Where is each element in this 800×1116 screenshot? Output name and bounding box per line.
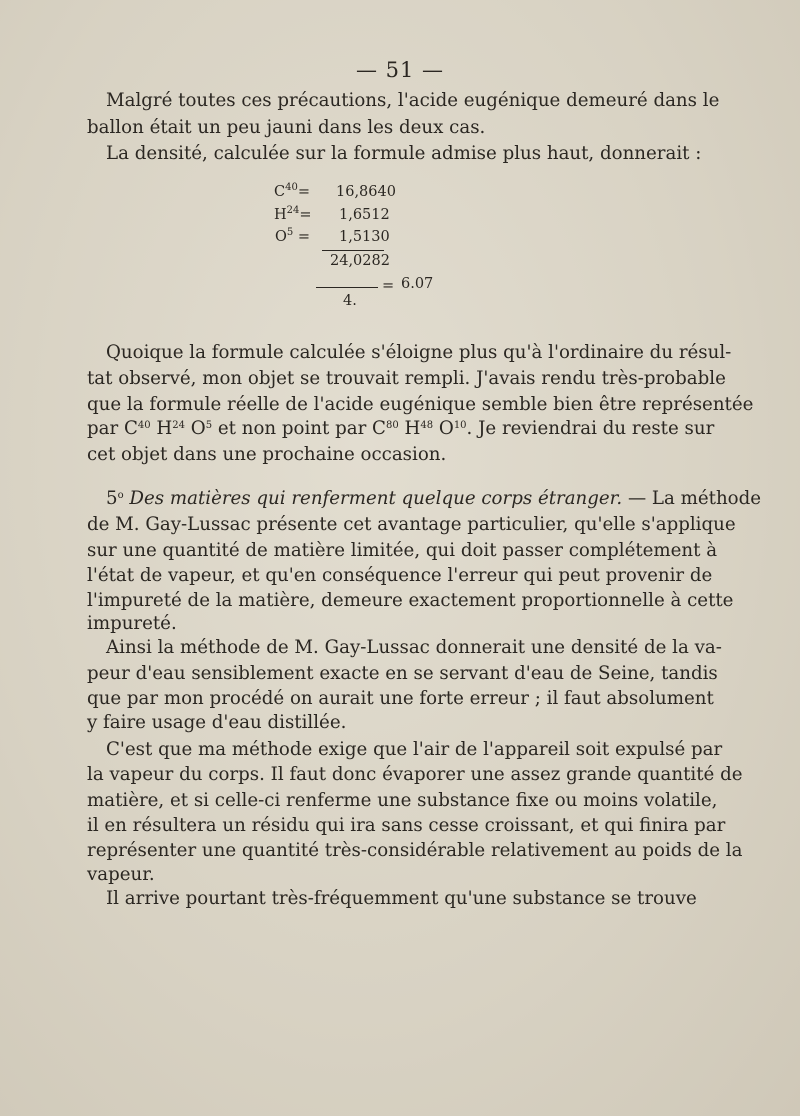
- formula-row-oxygen: $O^5$ =: [275, 227, 311, 245]
- text-line: que par mon procédé on aurait une forte erreur ; il faut absolument: [87, 688, 714, 709]
- formula-row-hydrogen: $H^{24}=$: [274, 205, 312, 223]
- text-line: l'état de vapeur, et qu'en conséquence l'erreur qui peut provenir de: [87, 565, 713, 586]
- text-line: il en résultera un résidu qui ira sans cesse croissant, et qui finira par: [87, 815, 726, 836]
- page-number: — 51 —: [355, 58, 445, 82]
- fraction-bar: [316, 287, 378, 288]
- text-line: que la formule réelle de l'acide eugénique semble bien être représentée: [87, 394, 754, 415]
- text-line: matière, et si celle-ci renferme une substance fixe ou moins volatile,: [87, 790, 718, 811]
- section-heading-line: 5$^o$ Des matières qui renferment quelque corps étranger. — La méthode: [106, 488, 762, 509]
- text-line: la vapeur du corps. Il faut donc évaporer une assez grande quantité de: [87, 764, 743, 785]
- formula-row-carbon: $C^{40}=$: [274, 182, 310, 200]
- text-line-formula: par $C^{40}$ $H^{24}$ $O^5$ et non point par $C^{80}$ $H^{48}$ $O^{10}$. Je reviendrai du reste sur: [87, 418, 715, 439]
- text-line: La densité, calculée sur la formule admise plus haut, donnerait :: [106, 143, 702, 164]
- formula-result: 6.07: [401, 276, 434, 292]
- text-line: Il arrive pourtant très-fréquemment qu'une substance se trouve: [106, 888, 697, 909]
- text-line: représenter une quantité très-considérable relativement au poids de la: [87, 840, 743, 861]
- result-equals: =: [382, 278, 395, 294]
- formula-value: 1,6512: [339, 207, 390, 223]
- text-line: peur d'eau sensiblement exacte en se servant d'eau de Seine, tandis: [87, 663, 718, 684]
- formula-value: 1,5130: [339, 229, 390, 245]
- text-line: l'impureté de la matière, demeure exactement proportionnelle à cette: [87, 590, 734, 611]
- text-line: y faire usage d'eau distillée.: [87, 712, 347, 733]
- text-line: ballon était un peu jauni dans les deux cas.: [87, 117, 486, 138]
- text-line: Malgré toutes ces précautions, l'acide eugénique demeuré dans le: [106, 90, 720, 111]
- text-line: C'est que ma méthode exige que l'air de l'appareil soit expulsé par: [106, 739, 723, 760]
- text-line: Ainsi la méthode de M. Gay-Lussac donnerait une densité de la va-: [106, 637, 722, 658]
- formula-sum: 24,0282: [330, 253, 390, 269]
- text-line: sur une quantité de matière limitée, qui doit passer complétement à: [87, 540, 718, 561]
- text-line: impureté.: [87, 613, 177, 634]
- text-line: de M. Gay-Lussac présente cet avantage particulier, qu'elle s'applique: [87, 514, 736, 535]
- formula-value: 16,8640: [336, 184, 396, 200]
- text-line: vapeur.: [87, 864, 155, 885]
- text-line: cet objet dans une prochaine occasion.: [87, 444, 447, 465]
- text-line: Quoique la formule calculée s'éloigne plus qu'à l'ordinaire du résul-: [106, 342, 732, 363]
- sum-rule: [322, 250, 384, 251]
- text-line: tat observé, mon objet se trouvait rempli. J'avais rendu très-probable: [87, 368, 726, 389]
- section-title: Des matières qui renferment quelque corps étranger.: [123, 488, 623, 509]
- formula-divisor: 4.: [343, 293, 357, 309]
